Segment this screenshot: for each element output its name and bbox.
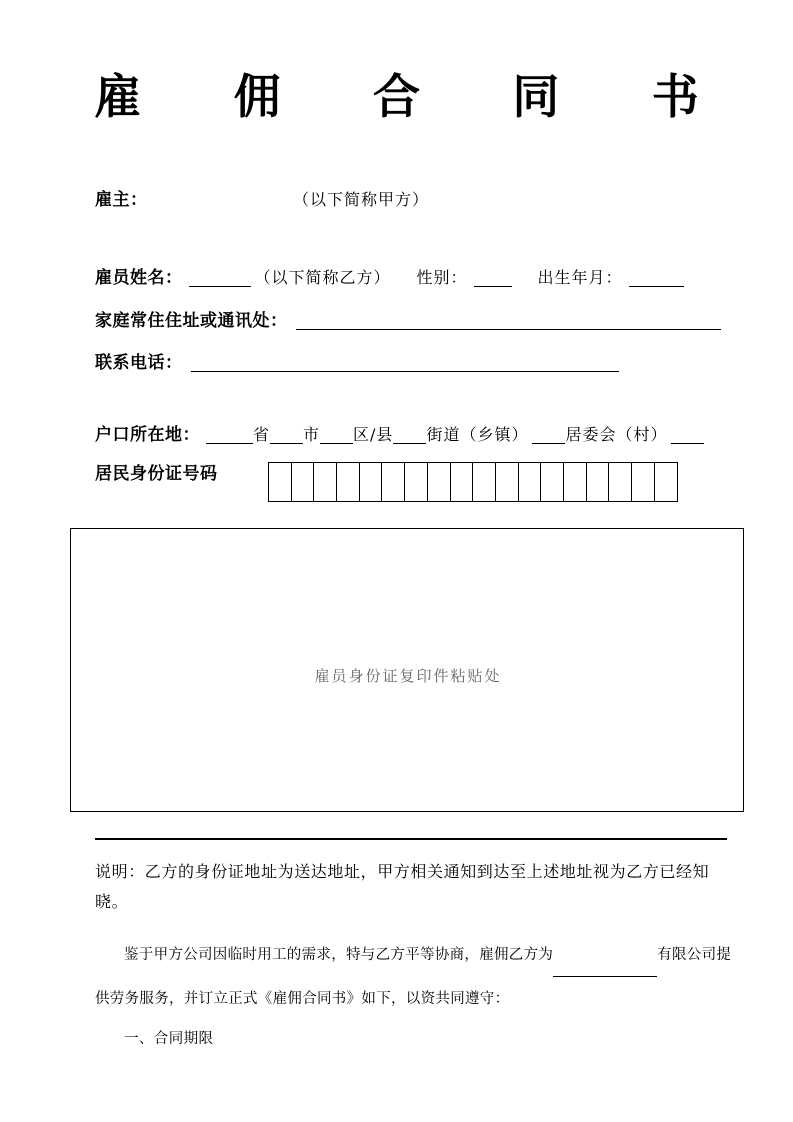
hukou-street-unit: 街道（乡镇） [426,425,529,444]
hukou-province-input[interactable] [206,429,253,444]
birth-date-input[interactable] [629,271,684,287]
hukou-street-input[interactable] [393,429,426,444]
hukou-city-unit: 市 [303,425,321,444]
id-number-grid[interactable] [268,462,678,502]
hukou-city-input[interactable] [270,429,303,444]
hukou-province-unit: 省 [253,425,271,444]
birth-date-label: 出生年月： [537,268,623,287]
id-copy-paste-box-label: 雇员身份证复印件粘贴处 [314,667,502,685]
employer-label: 雇主： [95,190,148,210]
id-number-row [95,466,218,483]
employer-alias-text: （以下简称甲方） [292,190,429,209]
hukou-district-input[interactable] [320,429,353,444]
id-digit-cell[interactable] [360,463,383,501]
id-digit-cell[interactable] [451,463,474,501]
hukou-community-unit: 居委会（村） [565,425,668,444]
gender-label: 性别： [416,268,468,287]
id-digit-cell[interactable] [405,463,428,501]
id-digit-cell[interactable] [382,463,405,501]
employee-name-input[interactable] [189,271,251,287]
page-title: 雇 佣 合 同 书 [94,70,737,125]
id-digit-cell[interactable] [609,463,632,501]
phone-label: 联系电话： [95,353,183,373]
id-digit-cell[interactable] [269,463,292,501]
section-divider [95,838,727,840]
hukou-label: 户口所在地： [95,425,200,445]
employee-info-row [95,270,684,287]
id-digit-cell[interactable] [473,463,496,501]
id-number-label: 居民身份证号码 [95,464,218,484]
id-digit-cell[interactable] [632,463,655,501]
recital-text-part1: 鉴于甲方公司因临时用工的需求，特与乙方平等协商，雇佣乙方为 [124,947,554,963]
id-digit-cell[interactable] [428,463,451,501]
home-address-row [95,313,721,330]
home-address-label: 家庭常住住址或通讯处： [95,311,288,331]
phone-row [95,355,619,372]
id-digit-cell[interactable] [564,463,587,501]
recital-text-part2: 有限公司提供劳务服务，并订立正式《雇佣合同书》如下，以资共同遵守： [95,947,732,1007]
gender-input[interactable] [474,271,512,287]
clause-1-heading: 一、合同期限 [124,1031,214,1047]
id-digit-cell[interactable] [519,463,542,501]
id-digit-cell[interactable] [541,463,564,501]
home-address-input[interactable] [296,314,721,330]
id-digit-cell[interactable] [655,463,678,501]
id-digit-cell[interactable] [587,463,610,501]
employee-alias-text: （以下简称乙方） [254,268,391,287]
company-name-input[interactable] [553,963,657,977]
note-paragraph: 说明：乙方的身份证地址为送达地址，甲方相关通知到达至上述地址视为乙方已经知晓。 [95,862,710,911]
id-digit-cell[interactable] [496,463,519,501]
phone-input[interactable] [191,356,619,372]
id-digit-cell[interactable] [314,463,337,501]
employer-row [95,192,429,209]
hukou-community-input[interactable] [532,429,565,444]
employee-name-label: 雇员姓名： [95,268,183,288]
id-digit-cell[interactable] [292,463,315,501]
hukou-detail-input[interactable] [671,429,704,444]
id-copy-paste-box[interactable] [70,528,744,812]
hukou-district-unit: 区/县 [353,425,394,444]
recital-paragraph [95,933,740,1021]
hukou-location-row [95,427,704,444]
id-digit-cell[interactable] [337,463,360,501]
